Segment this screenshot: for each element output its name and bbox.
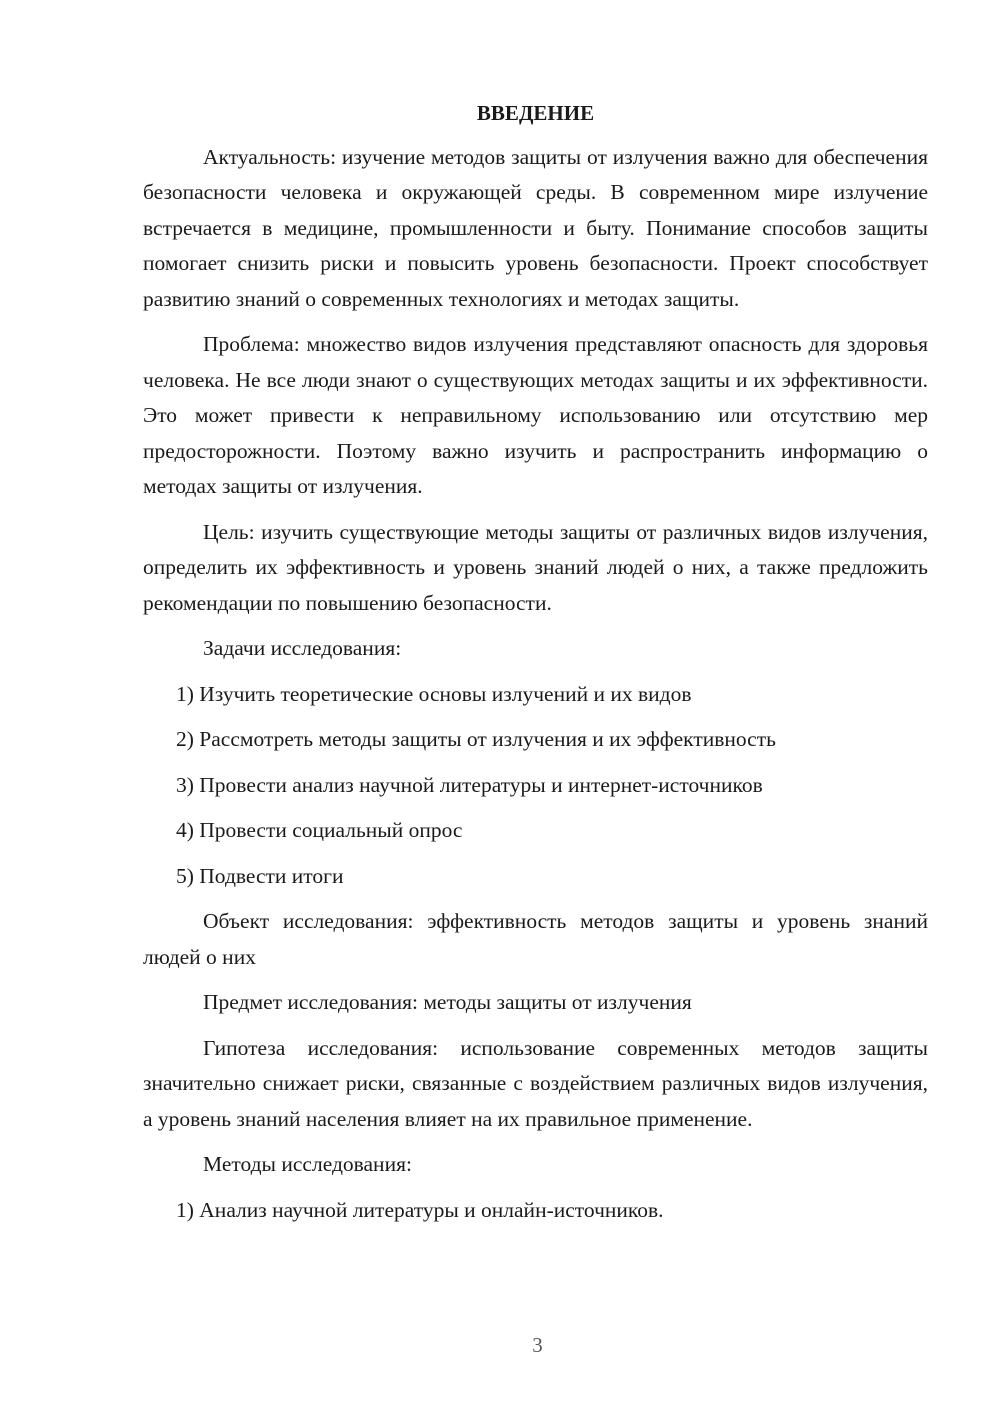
relevance-paragraph: Актуальность: изучение методов защиты от излучения важно для обеспечения безопасности человека и окружающей среды. В современном мире излучение встречается в медицине, промышленности и быту. Понимание способов защиты помогает снизить риски и повысить уровень безопасности. Проект способствует развитию знаний о современных технологиях и методах защиты. [143,144,928,311]
page-number: 3 [532,1333,543,1357]
problem-paragraph: Проблема: множество видов излучения представляют опасность для здоровья человека. Не все люди знают о существующих методах защиты и их эффективности. Это может привести к неправильному использованию или отсутствию мер предосторожности. Поэтому важно изучить и распространить информацию о методах защиты от излучения. [143,332,928,498]
object-paragraph: Объект исследования: эффективность методов защиты и уровень знаний людей о них [143,909,928,969]
list-item: 4) Провести социальный опрос [176,818,463,842]
page-title: ВВЕДЕНИЕ [476,101,595,125]
list-item: 5) Подвести итоги [176,863,344,888]
goal-paragraph: Цель: изучить существующие методы защиты от различных видов излучения, определить их эффективность и уровень знаний людей о них, а также предложить рекомендации по повышению безопасности. [143,519,928,615]
tasks-list [143,677,928,895]
subject-paragraph: Предмет исследования: методы защиты от излучения [203,990,692,1014]
tasks-heading: Задачи исследования: [203,636,402,660]
list-item: 2) Рассмотреть методы защиты от излучения и их эффективность [176,727,776,751]
list-item: 1) Изучить теоретические основы излучений и их видов [176,681,692,706]
methods-list [143,1193,928,1229]
list-item: 3) Провести анализ научной литературы и интернет-источников [176,772,763,797]
methods-heading: Методы исследования: [203,1152,412,1176]
hypothesis-paragraph: Гипотеза исследования: использование современных методов защиты значительно снижает риски, связанные с воздействием различных видов излучения, а уровень знаний населения влияет на их правильное применение. [143,1035,928,1131]
document-page [143,96,928,1238]
list-item: 1) Анализ научной литературы и онлайн-источников. [176,1197,664,1222]
